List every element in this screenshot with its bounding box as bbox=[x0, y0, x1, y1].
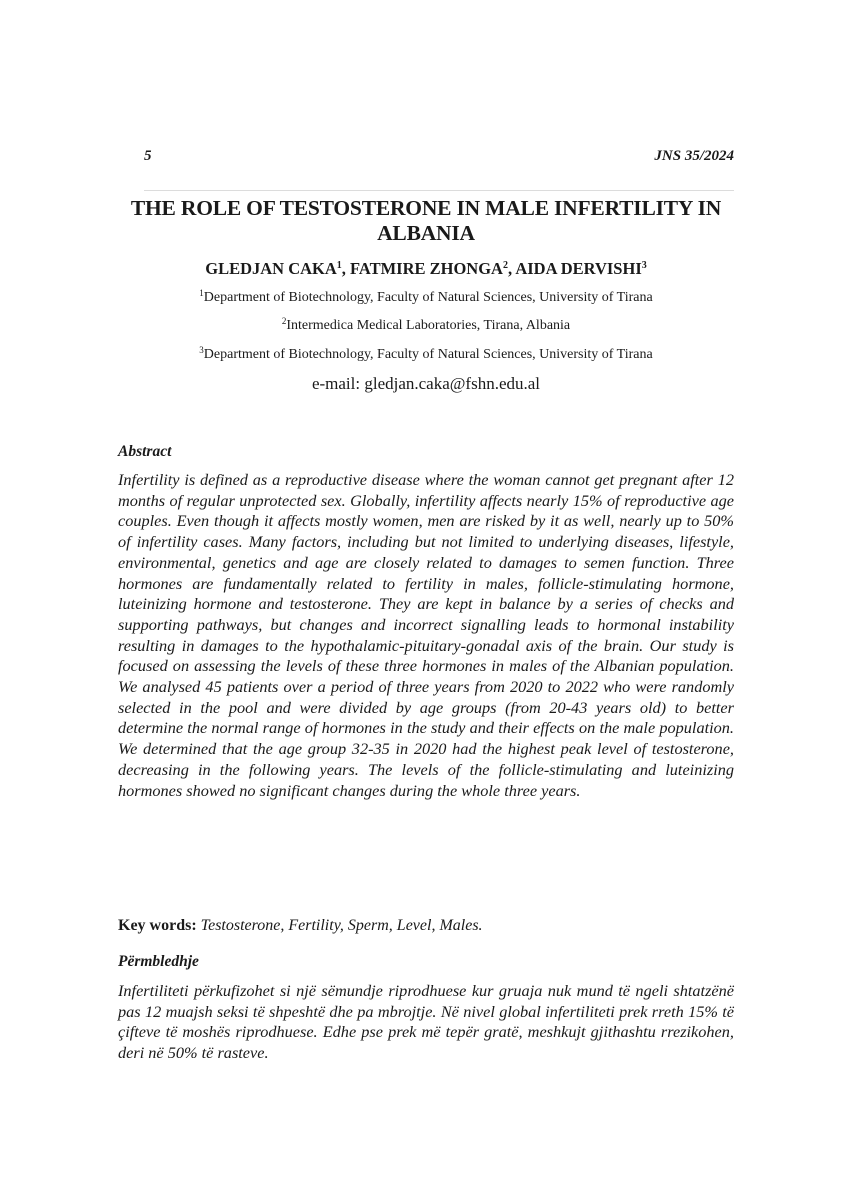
author: GLEDJAN CAKA$^1$ bbox=[205, 259, 342, 278]
abstract-heading: Abstract bbox=[118, 443, 172, 460]
paper-title: THE ROLE OF TESTOSTERONE IN MALE INFERTILITY IN ALBANIA bbox=[130, 196, 722, 245]
author-list: GLEDJAN CAKA$^1$, FATMIRE ZHONGA$^2$, AIDA DERVISHI$^3$ bbox=[205, 259, 647, 278]
affiliation: $^3$Department of Biotechnology, Faculty of Natural Sciences, University of Tirana bbox=[199, 345, 653, 362]
keywords-values: Testosterone, Fertility, Sperm, Level, Males. bbox=[200, 917, 483, 934]
contact-email: e-mail: gledjan.caka@fshn.edu.al bbox=[311, 374, 541, 393]
author: AIDA DERVISHI$^3$ bbox=[515, 259, 647, 278]
header-rule bbox=[144, 190, 734, 191]
permbledhje-heading: Përmbledhje bbox=[118, 953, 199, 970]
running-head bbox=[118, 148, 734, 170]
permbledhje-text: Infertiliteti përkufizohet si një sëmundje riprodhuese kur gruaja nuk mund të ngeli shtatzënë pas 12 muajsh seksi të shpeshtë dhe pa mbrojtje. Në nivel global infertiliteti prek rreth 15% të çifteve të moshës riprodhuese. Edhe pse prek më tepër gratë, meshkujt gjithashtu rrezikohen, deri në 50% të rasteve. bbox=[118, 981, 734, 1063]
journal-issue: JNS 35/2024 bbox=[654, 148, 734, 164]
affiliation: $^2$Intermedica Medical Laboratories, Tirana, Albania bbox=[281, 316, 571, 333]
affiliation: $^1$Department of Biotechnology, Faculty of Natural Sciences, University of Tirana bbox=[199, 288, 653, 305]
keywords-label: Key words: bbox=[118, 917, 197, 934]
page-number: 5 bbox=[144, 148, 152, 164]
author: FATMIRE ZHONGA$^2$ bbox=[350, 259, 508, 278]
abstract-text: Infertility is defined as a reproductive disease where the woman cannot get pregnant after 12 months of regular unprotected sex. Globally, infertility affects nearly 15% of reproductive age couples. Even though it affects mostly women, men are risked by it as well, nearly up to 50% of infertility cases. Many factors, including but not limited to underlying diseases, lifestyle, environmental, genetics and age are closely related to damages to semen function. Three hormones are fundamentally related to fertility in males, follicle-stimulating hormone, luteinizing hormone and testosterone. They are kept in balance by a series of checks and supporting pathways, but changes and incorrect signalling leads to hormonal instability resulting in damages to the hypothalamic-pituitary-gonadal axis of the brain. Our study is focused on assessing the levels of these three hormones in males of the Albanian population. We analysed 45 patients over a period of three years from 2020 to 2022 who were randomly selected in the pool and were divided by age groups (from 20-43 years old) to better determine the normal range of hormones in the study and their effects on the male population. We determined that the age group 32-35 in 2020 had the highest peak level of testosterone, decreasing in the following years. The levels of the follicle-stimulating and luteinizing hormones showed no significant changes during the whole three years. bbox=[118, 470, 734, 800]
keywords bbox=[118, 916, 734, 936]
